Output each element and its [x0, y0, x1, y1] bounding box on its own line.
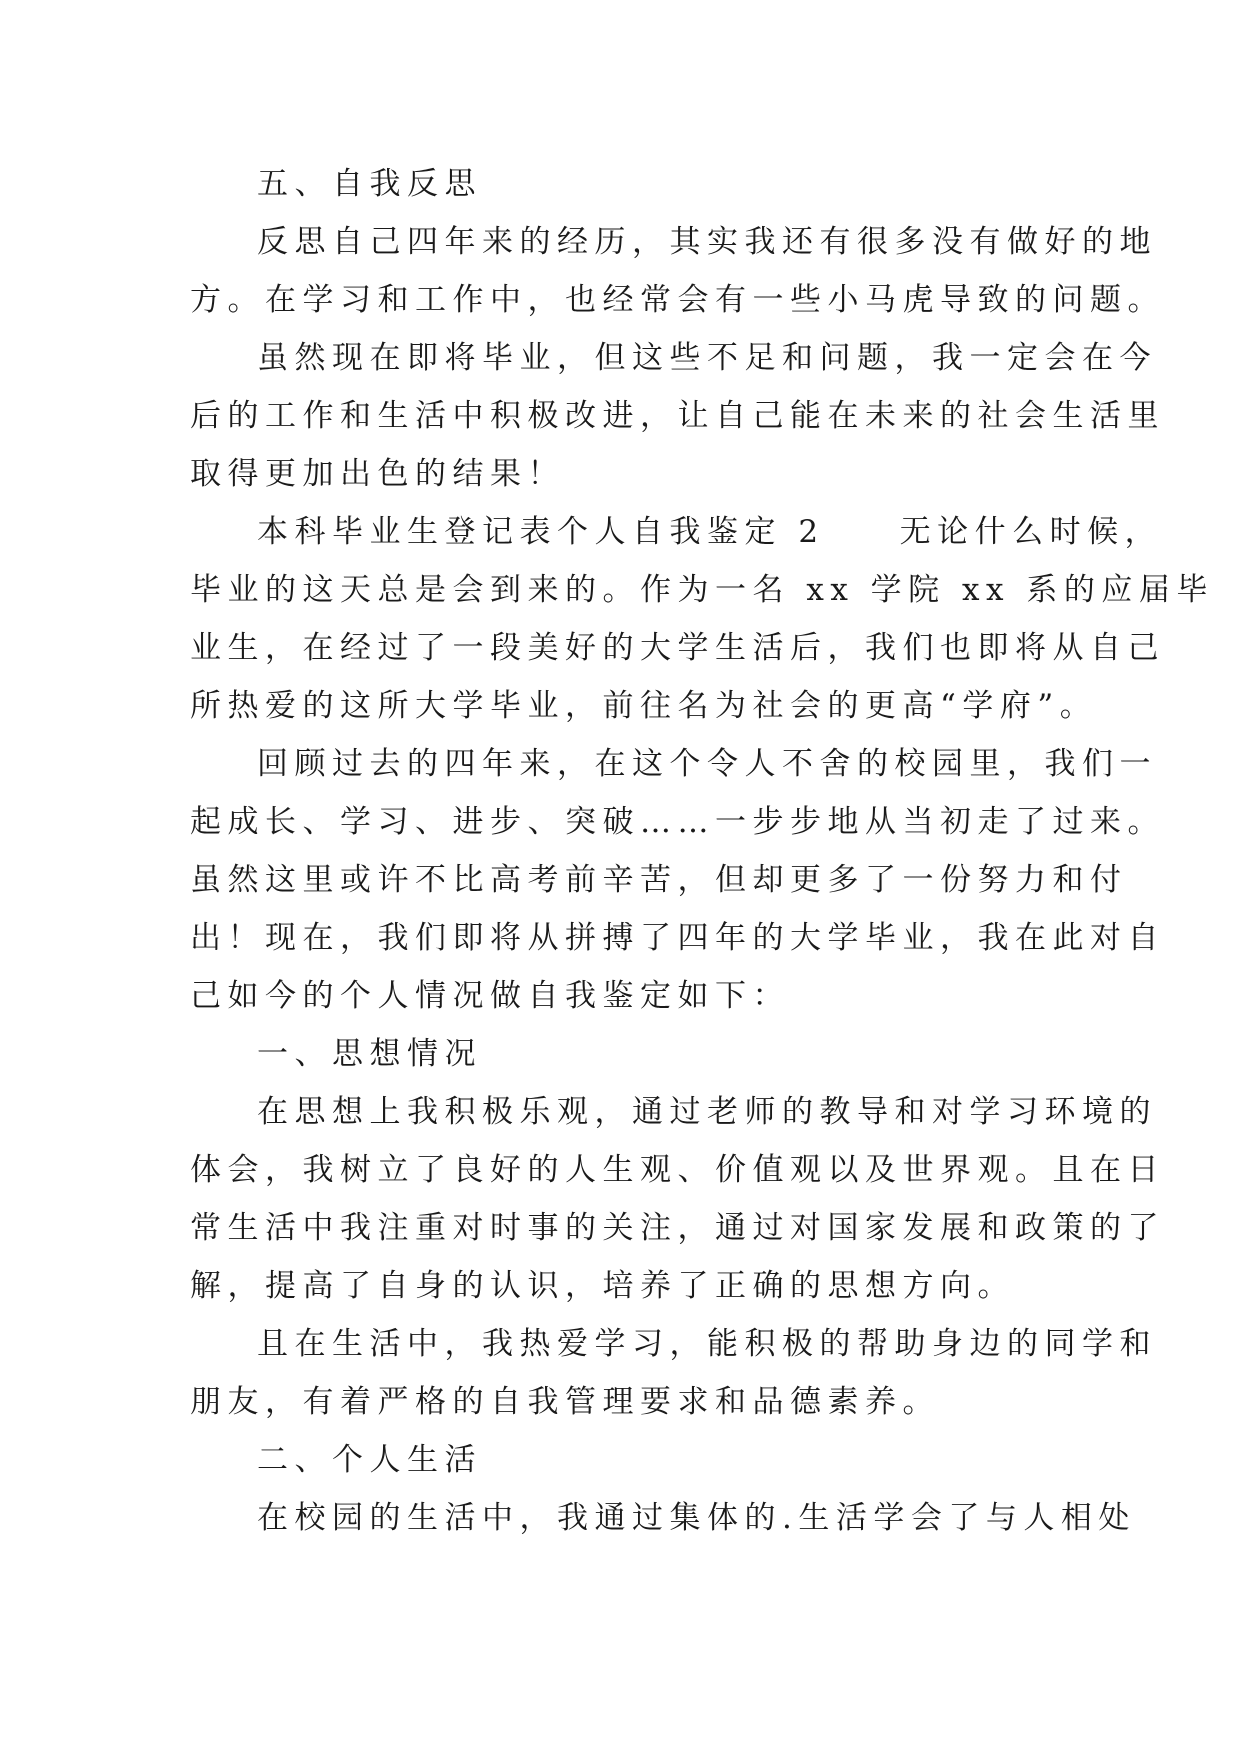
paragraph-line: 且在生活中，我热爱学习，能积极的帮助身边的同学和 [257, 1326, 1157, 1362]
paragraph-line: 方。在学习和工作中，也经常会有一些小马虎导致的问题。 [190, 282, 1165, 318]
paragraph-line: 毕业的这天总是会到来的。作为一名 xx 学院 xx 系的应届毕 [190, 572, 1214, 608]
paragraph-line: 己如今的个人情况做自我鉴定如下： [190, 978, 790, 1014]
paragraph-line: 常生活中我注重对时事的关注，通过对国家发展和政策的了 [190, 1210, 1165, 1246]
paragraph-line: 体会，我树立了良好的人生观、价值观以及世界观。且在日 [190, 1152, 1165, 1188]
paragraph-line: 朋友，有着严格的自我管理要求和品德素养。 [190, 1384, 940, 1420]
paragraph-line: 在思想上我积极乐观，通过老师的教导和对学习环境的 [257, 1094, 1157, 1130]
paragraph-line: 解，提高了自身的认识，培养了正确的思想方向。 [190, 1268, 1015, 1304]
paragraph-line: 虽然现在即将毕业，但这些不足和问题，我一定会在今 [257, 340, 1157, 376]
paragraph-line: 后的工作和生活中积极改进，让自己能在未来的社会生活里 [190, 398, 1165, 434]
paragraph-line: 在校园的生活中，我通过集体的.生活学会了与人相处 [257, 1500, 1136, 1536]
section-heading-self-reflection: 五、自我反思 [257, 166, 482, 202]
paragraph-line: 反思自己四年来的经历，其实我还有很多没有做好的地 [257, 224, 1157, 260]
section-heading-thoughts: 一、思想情况 [257, 1036, 482, 1072]
paragraph-line: 业生，在经过了一段美好的大学生活后，我们也即将从自己 [190, 630, 1165, 666]
paragraph-line: 取得更加出色的结果！ [190, 456, 565, 492]
paragraph-line: 所热爱的这所大学毕业，前往名为社会的更高“学府”。 [190, 688, 1098, 724]
paragraph-line: 起成长、学习、进步、突破……一步步地从当初走了过来。 [190, 804, 1165, 840]
paragraph-line: 出！现在，我们即将从拼搏了四年的大学毕业，我在此对自 [190, 920, 1165, 956]
section-heading-personal-life: 二、个人生活 [257, 1442, 482, 1478]
paragraph-line: 虽然这里或许不比高考前辛苦，但却更多了一份努力和付 [190, 862, 1128, 898]
document-title-line: 本科毕业生登记表个人自我鉴定 2 无论什么时候， [257, 514, 1163, 550]
paragraph-line: 回顾过去的四年来，在这个令人不舍的校园里，我们一 [257, 746, 1157, 782]
